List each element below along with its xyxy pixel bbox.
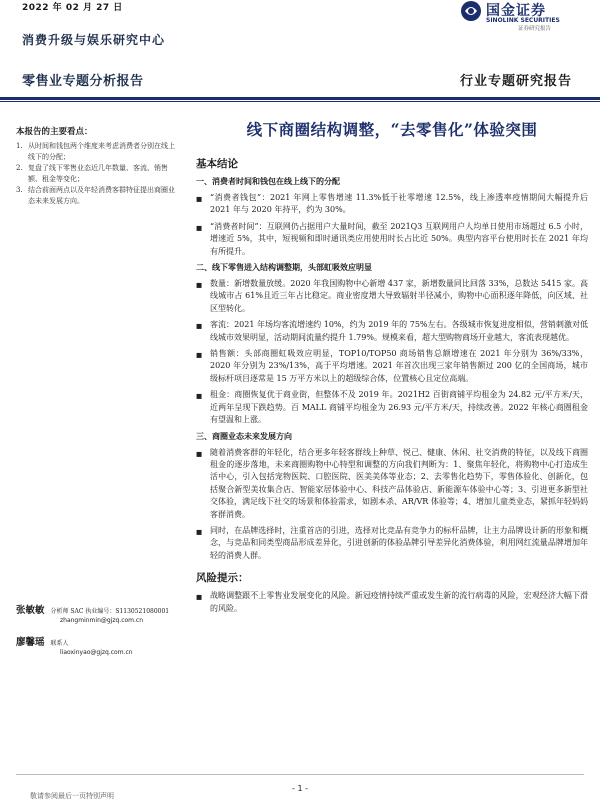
section-title: 一、消费者时间和钱包在线上线下的分配 — [196, 176, 340, 186]
logo-tagline: 证券研究报告 — [518, 26, 552, 32]
sidebar-item — [16, 185, 176, 206]
section-title: 二、线下零售进入结构调整期，头部虹吸效应明显 — [196, 262, 372, 273]
footer-disclaimer: 敬请参阅最后一页特别声明 — [30, 792, 114, 800]
report-date: 2022 年 02 月 27 日 — [22, 3, 123, 13]
bullet-paragraph — [196, 525, 588, 562]
paragraph-text: “消费者钱包”：2021 年网上零售增速 11.3%低于社零增速 12.5%，线上渗透率疫情期间大幅提升后 2021 年与 2020 年持平，约为 30%。 — [210, 193, 588, 215]
analyst-email[interactable]: liaoxinyao@gjzq.com.cn — [60, 649, 133, 656]
sidebar-list — [16, 141, 176, 206]
bullet-paragraph — [196, 389, 588, 426]
paragraph-text: “消费者时间”：互联网仍占据用户大量时间，截至 2021Q3 互联网用户人均单日使用市场超过 6.5 小时，增速近 5%，其中，短视频和即时通讯类应用使用时长占比近 50%。典型内容平台使用时长在 2021 年均有所提升。 — [210, 221, 588, 256]
report-headline: 线下商圈结构调整，“去零售化”体验突围 — [246, 120, 538, 139]
paragraph-text: 数量：新增数量放缓。2020 年我国购物中心新增 437 家，新增数量同比回落 33%，总数达 5415 家。高线城市占 61%且近三年占比稳定。商业密度增大导致辐射半径减小，购物中心面积逐年降低，向区域、社区型转化。 — [210, 279, 588, 313]
analyst-role: 分析师 SAC 执业编号：S1130521080001 — [50, 608, 170, 615]
page-header — [0, 0, 600, 120]
page-number: - 1 - — [292, 784, 308, 793]
analyst-block — [16, 602, 191, 666]
square-bullet-icon: ■ — [196, 527, 203, 536]
analyst-name: 廖馨瑶 — [16, 637, 45, 648]
analyst-entry — [16, 634, 191, 656]
report-category: 行业专题研究报告 — [459, 74, 572, 89]
sidebar-item-num: 1. — [16, 142, 23, 150]
header-rule-thin — [0, 101, 600, 102]
sidebar-item-text: 结合前面两点以及年轻消费客群特征提出商圈业态未来发展方向。 — [28, 186, 175, 205]
sidebar-item-text: 从时间和钱包两个维度来考虑消费者分别在线上线下的分配； — [28, 142, 175, 161]
paragraph-text: 同时，在品牌选择时，注重首店的引进，选择对比竞品有竞争力的标杆品牌，让主力品牌设计新的形象和概念，与竞品和同类型商品形成差异化，引进创新的体验品牌引导差异化消费体验，利用网红流量品牌增加年轻的消费人群。 — [210, 525, 588, 560]
sidebar-item-num: 3. — [16, 186, 23, 194]
paragraph-text: 客流：2021 年场均客流增速约 10%，约为 2019 年的 75%左右。各级城市恢复进度相似，营销刺激对低线城市效果明显，活动期间流量约提升 1.79%。规模来看，超大型购物商场开业越大，客流表现越优。 — [210, 320, 588, 342]
analyst-entry — [16, 602, 191, 624]
analyst-name: 张敏敏 — [16, 605, 45, 616]
paragraph-text: 租金：商圈恢复优于商业街，但整体不及 2019 年。2021H2 百街商铺平均租金为 24.82 元/平方米/天，近两年呈现下跌趋势。百 MALL 商铺平均租金为 26.93 元/平方米/天，持续改善。2022 年核心商圈租金有望温和上涨。 — [210, 390, 588, 425]
report-type: 零售业专题分析报告 — [22, 74, 144, 89]
square-bullet-icon: ■ — [196, 392, 203, 401]
square-bullet-icon: ■ — [196, 281, 203, 290]
bullet-paragraph — [196, 278, 588, 315]
risk-title: 风险提示： — [196, 572, 249, 585]
square-bullet-icon: ■ — [196, 195, 203, 203]
square-bullet-icon: ■ — [196, 223, 203, 232]
bullet-paragraph — [196, 447, 588, 521]
logo-mark-icon — [460, 0, 482, 22]
sidebar-item-num: 2. — [16, 164, 23, 172]
paragraph-text: 随着消费客群的年轻化，结合更多年轻客群线上种草、悦己、健康、休闲、社交消费的特征，以及线下商圈租金的逐步落地，未来商圈购物中心特型和调整的方向我们判断为：1、聚焦年轻化，将购物中心打造成生活中心，引入包括宠物医院、口腔医院、医美美体等业态；2、去零售化趋势下，零售体验化、创新化，包括聚合新型美妆集合店、智能家居体验中心、科技产品体验店、新能源车体验中心等；3、引进更多新型社交体验，满足线下社交的场景和体验需求，如剧本杀、AR/VR 体验等；4、增加儿童类业态，紧抓年轻妈妈客群消费。 — [210, 447, 588, 519]
sidebar-highlights — [16, 125, 176, 207]
paragraph-text: 销售额：头部商圈虹吸效应明显，TOP10/TOP50 商场销售总额增速在 2021 年分别为 36%/33%，2020 年分别为 23%/13%，高于平均增速。2021 年首次出现三家年销售额过 200 亿的全国商场，城市级标杆项目逐常是 15 万平方米以上的超级综合体，位置核心且定位高端。 — [210, 349, 588, 383]
main-content — [196, 118, 588, 619]
header-rule — [0, 97, 600, 100]
bullet-paragraph — [196, 192, 588, 217]
sidebar-item — [16, 163, 176, 184]
department-name: 消费升级与娱乐研究中心 — [22, 33, 166, 47]
sidebar-title: 本报告的主要看点： — [16, 127, 93, 137]
footer-rule — [16, 774, 584, 775]
conclusion-title: 基本结论 — [196, 158, 238, 170]
section-title: 三、商圈业态未来发展方向 — [196, 430, 292, 441]
bullet-paragraph — [196, 319, 588, 344]
paragraph-text: 战略调整跟不上零售业发展变化的风险。新冠疫情持续严重或发生新的流行病毒的风险，宏观经济大幅下滑的风险。 — [210, 591, 588, 613]
square-bullet-icon: ■ — [196, 351, 203, 360]
logo-en-text: SINOLINK SECURITIES — [486, 17, 560, 24]
bullet-paragraph — [196, 221, 588, 258]
square-bullet-icon: ■ — [196, 449, 203, 458]
sidebar-item — [16, 141, 176, 162]
square-bullet-icon: ■ — [196, 322, 203, 331]
bullet-paragraph — [196, 590, 588, 615]
sidebar-item-text: 复盘了线下零售业态近几年数量、客流、销售额、租金等变化； — [28, 164, 168, 183]
square-bullet-icon: ■ — [196, 593, 203, 602]
analyst-email[interactable]: zhangminmin@gjzq.com.cn — [60, 617, 144, 624]
bullet-paragraph — [196, 348, 588, 385]
analyst-role: 联系人 — [50, 640, 69, 647]
logo-cn-text: 国金证券 — [486, 3, 546, 19]
